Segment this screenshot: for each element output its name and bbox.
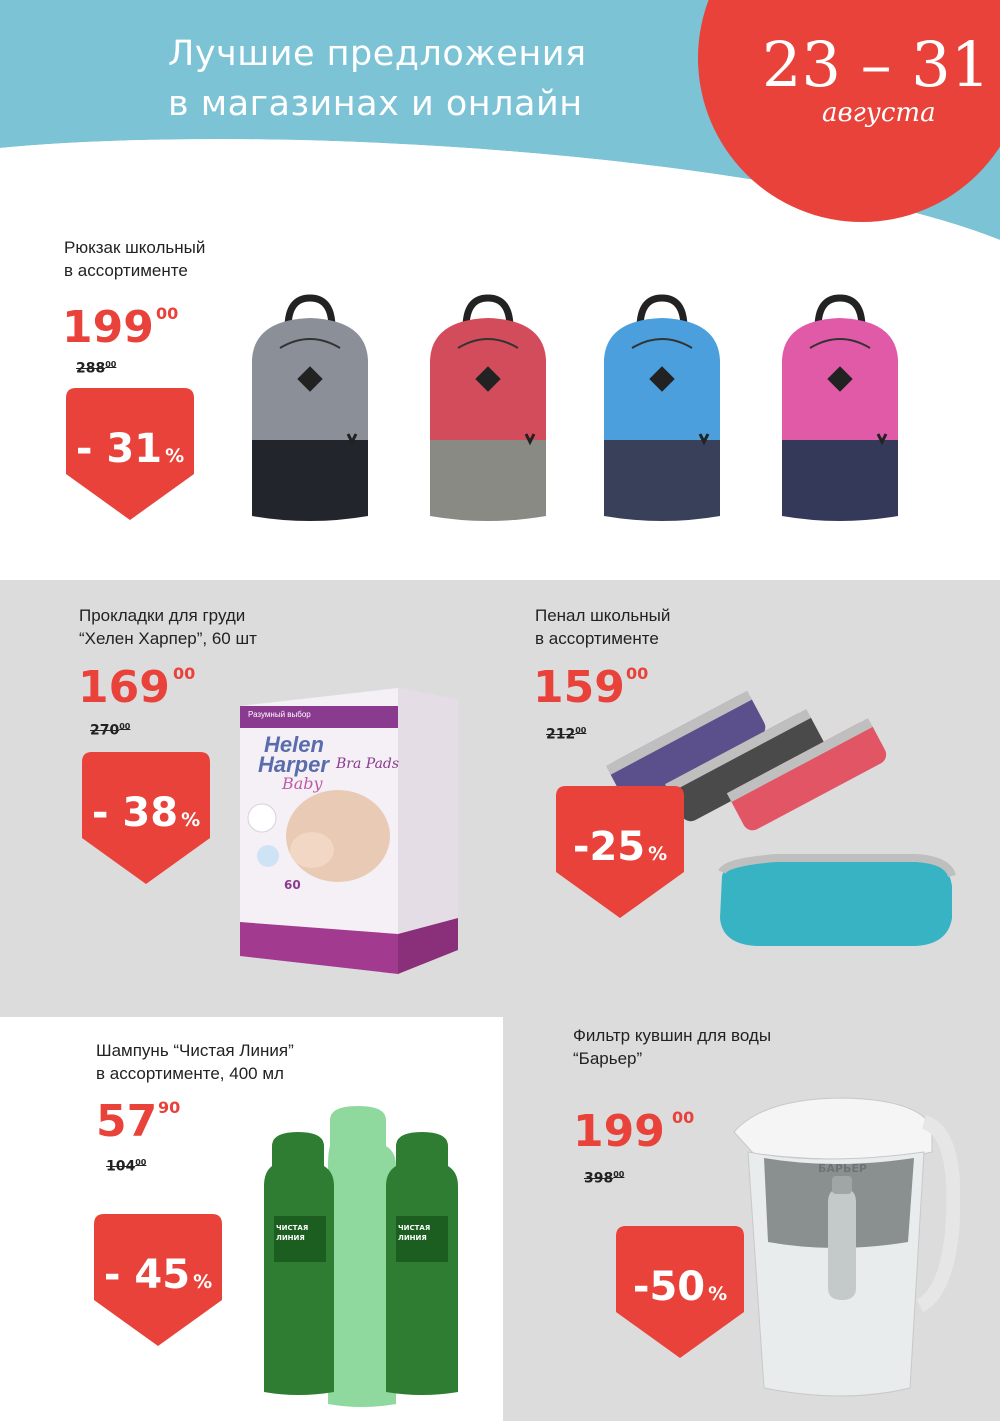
- header-title-line1: Лучшие предложения: [168, 34, 587, 74]
- product-name-line2: “Хелен Харпер”, 60 шт: [79, 629, 257, 648]
- product-price-cents: 00: [626, 664, 649, 683]
- product-price-cents: 00: [156, 304, 179, 323]
- backpack-image: [240, 290, 920, 530]
- product-price: 57: [96, 1096, 158, 1147]
- product-name-line1: Пенал школьный: [535, 606, 671, 625]
- water-pitcher-image: БАРЬЕР: [724, 1092, 960, 1404]
- product-price: 169: [78, 662, 170, 713]
- percent-sign: %: [708, 1283, 728, 1305]
- discount-badge: [616, 1226, 744, 1358]
- product-name-line1: Рюкзак школьный: [64, 238, 206, 257]
- product-name-line2: в ассортименте: [535, 629, 659, 648]
- discount-badge: [556, 786, 684, 918]
- discount-value: -50: [632, 1264, 706, 1310]
- product-price: 199: [573, 1106, 665, 1157]
- discount-badge: [66, 388, 194, 520]
- product-name-line2: “Барьер”: [573, 1049, 643, 1068]
- discount-value: -25: [572, 824, 646, 870]
- product-price-cents: 90: [158, 1098, 181, 1117]
- product-price: 199: [62, 302, 154, 353]
- product-name-line1: Прокладки для груди: [79, 606, 246, 625]
- product-name-line1: Шампунь “Чистая Линия”: [96, 1041, 294, 1060]
- discount-value: - 38: [91, 790, 179, 836]
- product-name-line2: в ассортименте: [64, 261, 188, 280]
- discount-value: - 45: [103, 1252, 191, 1298]
- breast-pads-box-image: Разумный выбор Helen Harper Baby Bra Pads 60: [238, 686, 460, 976]
- product-old-price: $288^{00}$: [76, 360, 117, 377]
- discount-badge: [94, 1214, 222, 1346]
- percent-sign: %: [648, 843, 668, 865]
- percent-sign: %: [193, 1271, 213, 1293]
- product-old-price: $104^{00}$: [106, 1158, 147, 1175]
- product-price: 159: [533, 662, 625, 713]
- shampoo-bottles-image: ЧИСТАЯ ЛИНИЯ ЧИСТАЯ ЛИНИЯ: [262, 1106, 458, 1410]
- product-name-line2: в ассортименте, 400 мл: [96, 1064, 284, 1083]
- product-old-price: $212^{00}$: [546, 726, 587, 743]
- product-name-line1: Фильтр кувшин для воды: [573, 1026, 772, 1045]
- discount-value: - 31: [75, 426, 163, 472]
- header-title-line2: в магазинах и онлайн: [168, 84, 583, 124]
- discount-badge: [82, 752, 210, 884]
- product-price-cents: 00: [173, 664, 196, 683]
- product-old-price: $270^{00}$: [90, 722, 131, 739]
- promo-month: августа: [822, 98, 936, 128]
- product-old-price: $398^{00}$: [584, 1170, 625, 1187]
- promo-dates: 23 – 31: [762, 28, 991, 101]
- percent-sign: %: [165, 445, 185, 467]
- product-price-cents: 00: [672, 1108, 695, 1127]
- percent-sign: %: [181, 809, 201, 831]
